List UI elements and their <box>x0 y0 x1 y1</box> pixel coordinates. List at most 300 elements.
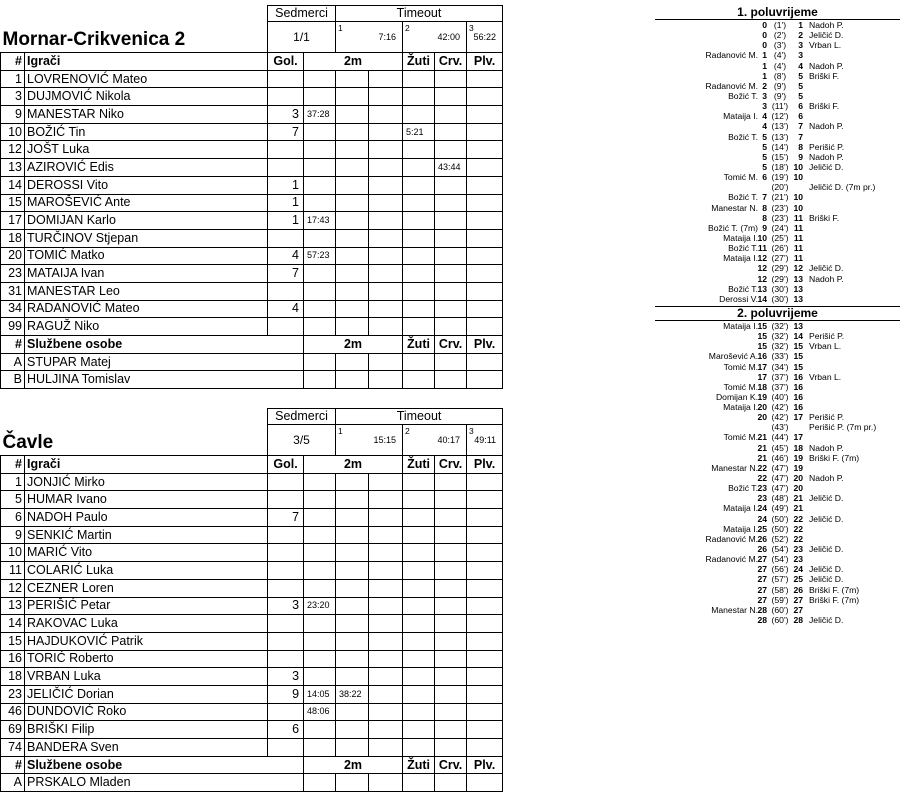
player-goals <box>268 70 304 88</box>
player-goals: 6 <box>268 721 304 739</box>
away-score: 4 <box>798 60 803 71</box>
home-scorer: Mataija I. <box>723 232 758 243</box>
event-row <box>655 564 900 574</box>
player-goals: 4 <box>268 300 304 318</box>
event-row <box>655 91 900 101</box>
home-score: 0 <box>762 40 767 51</box>
suspension-2 <box>336 176 369 194</box>
suspension-1 <box>304 70 336 88</box>
red-card <box>435 353 467 371</box>
away-score: 3 <box>798 40 803 51</box>
red-card <box>435 300 467 318</box>
blue-card <box>467 176 503 194</box>
home-score: 9 <box>762 222 767 233</box>
away-score: 7 <box>798 131 803 142</box>
away-score: 9 <box>798 151 803 162</box>
player-number: 17 <box>1 212 25 230</box>
event-minute: (30') <box>771 283 789 294</box>
red-card <box>435 668 467 686</box>
player-name: BANDERA Sven <box>25 739 268 757</box>
suspension-3 <box>369 247 403 265</box>
suspension-3 <box>369 229 403 247</box>
suspension-1: 37:28 <box>304 106 336 124</box>
yellow-card <box>403 473 435 491</box>
yellow-card <box>403 141 435 159</box>
event-row <box>655 274 900 284</box>
suspension-1 <box>304 739 336 757</box>
home-score: 27 <box>757 554 767 565</box>
event-row <box>655 362 900 372</box>
player-name: CEZNER Loren <box>25 579 268 597</box>
blue-card <box>467 597 503 615</box>
suspension-2 <box>336 668 369 686</box>
red-card <box>435 247 467 265</box>
event-minute: (23') <box>771 202 789 213</box>
player-name: RAKOVAC Luka <box>25 615 268 633</box>
event-minute: (50') <box>771 513 789 524</box>
yellow-card <box>403 88 435 106</box>
away-officials-header <box>1 756 503 774</box>
event-minute: (40') <box>771 391 789 402</box>
player-name: LOVRENOVIĆ Mateo <box>25 70 268 88</box>
away-score: 19 <box>793 462 803 473</box>
home-scorer: Božić T. <box>728 283 758 294</box>
away-score: 5 <box>798 90 803 101</box>
home-header-row <box>1 53 503 71</box>
red-card <box>435 141 467 159</box>
suspension-1 <box>304 579 336 597</box>
suspension-3 <box>369 88 403 106</box>
away-score: 21 <box>793 493 803 504</box>
player-row <box>1 141 503 159</box>
event-row <box>655 422 900 432</box>
event-minute: (21') <box>771 192 789 203</box>
away-score: 11 <box>793 232 803 243</box>
home-scorer: Marošević A. <box>708 351 758 362</box>
event-minute: (23') <box>771 212 789 223</box>
home-scorer: Božić T. <box>728 192 758 203</box>
yellow-card <box>403 318 435 336</box>
blue-card <box>467 229 503 247</box>
away-scorer: Nadoh P. <box>809 473 844 484</box>
home-score: 22 <box>757 473 767 484</box>
suspension-3 <box>369 265 403 283</box>
yellow-card <box>403 562 435 580</box>
red-card <box>435 774 467 792</box>
blue-card <box>467 212 503 230</box>
suspension-3 <box>369 212 403 230</box>
event-minute: (42') <box>771 412 789 423</box>
col-blue: Plv. <box>467 756 503 774</box>
event-row <box>655 294 900 304</box>
event-row <box>655 341 900 351</box>
player-name: VRBAN Luka <box>25 668 268 686</box>
event-minute: (4') <box>773 60 787 71</box>
red-card <box>435 526 467 544</box>
suspension-2 <box>336 473 369 491</box>
event-row <box>655 253 900 263</box>
away-scorer: Perišić P. (7m pr.) <box>809 422 877 433</box>
event-minute: (15') <box>771 151 789 162</box>
suspension-1 <box>304 632 336 650</box>
yellow-card <box>403 509 435 527</box>
player-number: 11 <box>1 562 25 580</box>
event-row <box>655 243 900 253</box>
event-row <box>655 321 900 331</box>
event-row <box>655 233 900 243</box>
suspension-2 <box>336 265 369 283</box>
official-row <box>1 774 503 792</box>
suspension-2 <box>336 229 369 247</box>
away-scorer: Perišić P. <box>809 331 845 342</box>
yellow-card <box>403 721 435 739</box>
player-row <box>1 597 503 615</box>
player-number: 13 <box>1 597 25 615</box>
player-goals: 7 <box>268 509 304 527</box>
col-2min: 2m <box>304 53 403 71</box>
red-card <box>435 229 467 247</box>
suspension-3 <box>369 194 403 212</box>
suspension-3 <box>369 615 403 633</box>
away-scorer: Nadoh P. <box>809 151 844 162</box>
red-card <box>435 509 467 527</box>
suspension-3 <box>369 597 403 615</box>
event-minute: (27') <box>771 253 789 264</box>
player-row <box>1 265 503 283</box>
home-scorer: Mataija I. <box>723 523 758 534</box>
event-minute: (37') <box>771 371 789 382</box>
player-number: 20 <box>1 247 25 265</box>
player-number: 14 <box>1 176 25 194</box>
suspension-3 <box>369 579 403 597</box>
event-minute: (56') <box>771 564 789 575</box>
event-row <box>655 503 900 513</box>
yellow-card <box>403 774 435 792</box>
player-number: 10 <box>1 544 25 562</box>
home-scorer: Mataija I. <box>723 402 758 413</box>
blue-card <box>467 774 503 792</box>
red-card <box>435 562 467 580</box>
away-scorer: Briški F. <box>809 101 840 112</box>
event-row <box>655 605 900 615</box>
suspension-3 <box>369 491 403 509</box>
suspension-1: 17:43 <box>304 212 336 230</box>
player-goals: 1 <box>268 176 304 194</box>
player-goals: 1 <box>268 212 304 230</box>
home-score: 2 <box>762 80 767 91</box>
red-card <box>435 650 467 668</box>
away-score: 22 <box>793 523 803 534</box>
suspension-1 <box>304 544 336 562</box>
home-scorer: Božić T. <box>728 243 758 254</box>
player-goals: 4 <box>268 247 304 265</box>
player-name: TOMIĆ Matko <box>25 247 268 265</box>
yellow-card <box>403 491 435 509</box>
home-players <box>1 70 503 335</box>
home-score: 21 <box>757 452 767 463</box>
blue-card <box>467 353 503 371</box>
player-goals <box>268 491 304 509</box>
official-letter: B <box>1 371 25 389</box>
event-minute: (32') <box>771 341 789 352</box>
player-goals <box>268 88 304 106</box>
event-row <box>655 554 900 564</box>
suspension-1 <box>304 282 336 300</box>
player-number: 18 <box>1 229 25 247</box>
player-goals <box>268 632 304 650</box>
away-scorer: Jeličić D. <box>809 615 844 626</box>
away-score: 27 <box>793 604 803 615</box>
suspension-2 <box>336 491 369 509</box>
event-row <box>655 432 900 442</box>
player-row <box>1 615 503 633</box>
away-scorer: Nadoh P. <box>809 121 844 132</box>
home-score: 13 <box>757 283 767 294</box>
away-score: 22 <box>793 513 803 524</box>
event-row <box>655 534 900 544</box>
home-score: 14 <box>757 293 767 304</box>
player-name: BRIŠKI Filip <box>25 721 268 739</box>
event-minute: (52') <box>771 533 789 544</box>
red-card <box>435 721 467 739</box>
event-minute: (14') <box>771 141 789 152</box>
home-score: 23 <box>757 483 767 494</box>
home-score: 25 <box>757 523 767 534</box>
player-number: 69 <box>1 721 25 739</box>
home-score: 4 <box>762 121 767 132</box>
player-name: JOŠT Luka <box>25 141 268 159</box>
player-name: HUMAR Ivano <box>25 491 268 509</box>
red-card <box>435 579 467 597</box>
event-minute: (2') <box>773 30 787 41</box>
event-row <box>655 402 900 412</box>
event-row <box>655 192 900 202</box>
suspension-2 <box>336 579 369 597</box>
official-name: PRSKALO Mladen <box>25 774 304 792</box>
player-goals <box>268 615 304 633</box>
blue-card <box>467 194 503 212</box>
player-name: COLARIĆ Luka <box>25 562 268 580</box>
red-card <box>435 123 467 141</box>
suspension-1 <box>304 229 336 247</box>
event-row <box>655 595 900 605</box>
yellow-card <box>403 282 435 300</box>
away-score: 11 <box>793 253 803 264</box>
away-score: 5 <box>798 70 803 81</box>
player-number: 12 <box>1 141 25 159</box>
away-score: 10 <box>793 192 803 203</box>
away-score: 3 <box>798 50 803 61</box>
away-score: 16 <box>793 381 803 392</box>
home-score: 26 <box>757 544 767 555</box>
player-number: 6 <box>1 509 25 527</box>
player-row <box>1 88 503 106</box>
suspension-1 <box>304 721 336 739</box>
home-score: 1 <box>762 50 767 61</box>
away-score: 20 <box>793 483 803 494</box>
player-row <box>1 739 503 757</box>
home-score: 27 <box>757 584 767 595</box>
away-score: 26 <box>793 584 803 595</box>
home-score: 15 <box>757 341 767 352</box>
yellow-card <box>403 650 435 668</box>
event-minute: (9') <box>773 80 787 91</box>
away-scorer: Jeličić D. <box>809 161 844 172</box>
event-row <box>655 284 900 294</box>
home-scorer: Tomić M. <box>723 381 758 392</box>
blue-card <box>467 668 503 686</box>
away-score: 15 <box>793 341 803 352</box>
col-players: Igrači <box>25 456 268 474</box>
away-score: 13 <box>793 273 803 284</box>
event-minute: (26') <box>771 243 789 254</box>
away-score: 11 <box>793 243 803 254</box>
home-score: 28 <box>757 604 767 615</box>
away-scorer: Jeličić D. <box>809 544 844 555</box>
home-score: 24 <box>757 513 767 524</box>
away-scorer: Jeličić D. <box>809 513 844 524</box>
blue-card <box>467 650 503 668</box>
event-row <box>655 372 900 382</box>
yellow-card <box>403 106 435 124</box>
away-scorer: Perišić P. <box>809 412 845 423</box>
away-score: 16 <box>793 391 803 402</box>
home-score: 12 <box>757 253 767 264</box>
home-score: 8 <box>762 212 767 223</box>
event-minute: (37') <box>771 381 789 392</box>
home-score: 27 <box>757 564 767 575</box>
player-goals <box>268 544 304 562</box>
blue-card <box>467 159 503 177</box>
home-scorer: Božić T. (7m) <box>708 222 758 233</box>
suspension-3 <box>369 123 403 141</box>
suspension-2 <box>336 739 369 757</box>
away-score: 10 <box>793 202 803 213</box>
red-card <box>435 703 467 721</box>
away-scorer: Nadoh P. <box>809 60 844 71</box>
player-name: MANESTAR Leo <box>25 282 268 300</box>
player-row <box>1 212 503 230</box>
player-goals <box>268 650 304 668</box>
event-row <box>655 493 900 503</box>
suspension-1 <box>304 615 336 633</box>
away-score: 22 <box>793 533 803 544</box>
blue-card <box>467 123 503 141</box>
player-name: DUJMOVIĆ Nikola <box>25 88 268 106</box>
yellow-card <box>403 176 435 194</box>
away-score: 15 <box>793 361 803 372</box>
suspension-2 <box>336 353 369 371</box>
suspension-3 <box>369 650 403 668</box>
event-minute: (20') <box>771 182 789 193</box>
home-score: 22 <box>757 462 767 473</box>
event-minute: (50') <box>771 523 789 534</box>
away-score: 27 <box>793 594 803 605</box>
suspension-3 <box>369 282 403 300</box>
suspension-2 <box>336 774 369 792</box>
suspension-2 <box>336 247 369 265</box>
player-number: 18 <box>1 668 25 686</box>
event-minute: (45') <box>771 442 789 453</box>
event-row <box>655 40 900 50</box>
home-scorer: Radanović M. <box>705 80 758 91</box>
event-minute: (13') <box>771 121 789 132</box>
away-score: 11 <box>793 212 803 223</box>
home-score: 15 <box>757 320 767 331</box>
suspension-1 <box>304 371 336 389</box>
event-row <box>655 585 900 595</box>
col-blue: Plv. <box>467 53 503 71</box>
player-row <box>1 282 503 300</box>
home-score: 1 <box>762 60 767 71</box>
away-team-section <box>0 408 502 792</box>
events-log <box>655 6 900 625</box>
player-number: 31 <box>1 282 25 300</box>
blue-card <box>467 509 503 527</box>
suspension-3 <box>369 703 403 721</box>
suspension-3 <box>369 473 403 491</box>
away-scorer: Jeličić D. <box>809 493 844 504</box>
away-score: 17 <box>793 412 803 423</box>
away-score: 13 <box>793 320 803 331</box>
away-scorer: Vrban L. <box>809 341 842 352</box>
home-scorer: Tomić M. <box>723 361 758 372</box>
player-goals: 9 <box>268 685 304 703</box>
player-number: 9 <box>1 106 25 124</box>
home-timeout-3: 3 56:22 <box>467 22 503 53</box>
away-scorer: Nadoh P. <box>809 442 844 453</box>
player-number: 9 <box>1 526 25 544</box>
player-number: 10 <box>1 123 25 141</box>
player-row <box>1 123 503 141</box>
event-minute: (54') <box>771 554 789 565</box>
suspension-2 <box>336 526 369 544</box>
home-scorer: Domijan K. <box>715 391 758 402</box>
yellow-card <box>403 615 435 633</box>
player-goals <box>268 526 304 544</box>
col-num: # <box>1 756 25 774</box>
away-timeout-1: 1 15:15 <box>336 425 403 456</box>
yellow-card <box>403 229 435 247</box>
away-score: 5 <box>798 80 803 91</box>
away-score: 13 <box>793 293 803 304</box>
blue-card <box>467 473 503 491</box>
player-name: RAGUŽ Niko <box>25 318 268 336</box>
away-score: 8 <box>798 141 803 152</box>
away-scorer: Briški F. (7m) <box>809 452 860 463</box>
yellow-card <box>403 265 435 283</box>
player-name: MARIĆ Vito <box>25 544 268 562</box>
suspension-2 <box>336 721 369 739</box>
blue-card <box>467 265 503 283</box>
red-card <box>435 491 467 509</box>
home-scorer: Mataija I. <box>723 503 758 514</box>
official-row <box>1 371 503 389</box>
blue-card <box>467 562 503 580</box>
home-score: 17 <box>757 361 767 372</box>
event-minute: (48') <box>771 493 789 504</box>
away-score: 2 <box>798 30 803 41</box>
blue-card <box>467 544 503 562</box>
player-goals: 3 <box>268 668 304 686</box>
home-score: 20 <box>757 402 767 413</box>
suspension-2 <box>336 650 369 668</box>
player-row <box>1 562 503 580</box>
red-card: 43:44 <box>435 159 467 177</box>
suspension-1 <box>304 562 336 580</box>
home-score: 3 <box>762 90 767 101</box>
player-name: TORIĆ Roberto <box>25 650 268 668</box>
